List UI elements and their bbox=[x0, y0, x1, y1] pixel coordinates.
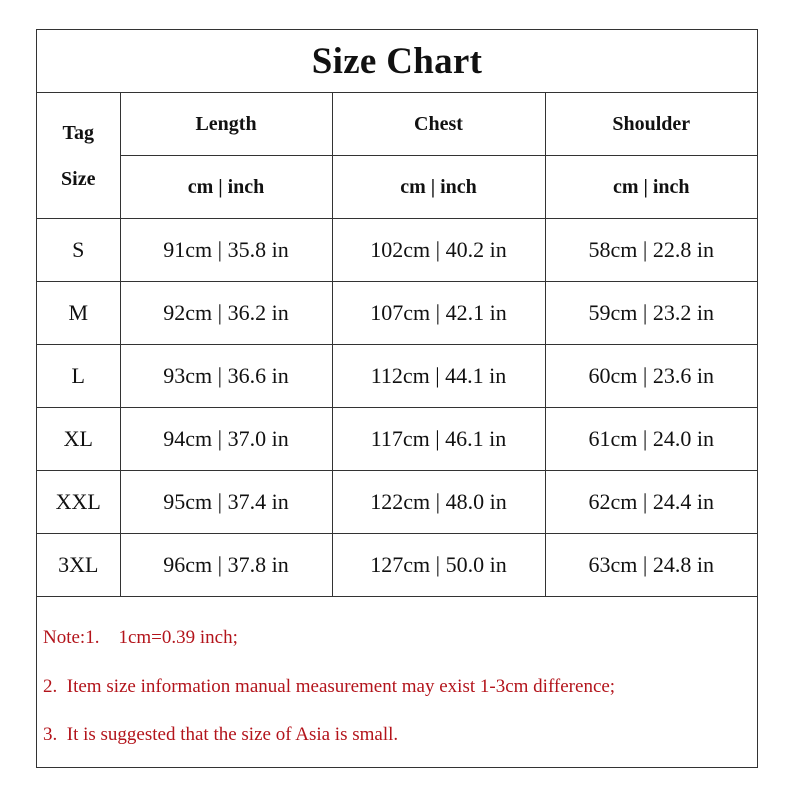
table-row bbox=[37, 408, 757, 471]
length-cell: 96cm | 37.8 in bbox=[120, 534, 332, 597]
table-row bbox=[37, 534, 757, 597]
length-cell: 95cm | 37.4 in bbox=[120, 471, 332, 534]
shoulder-cell: 58cm | 22.8 in bbox=[545, 219, 757, 282]
size-cell: S bbox=[37, 219, 120, 282]
table-row bbox=[37, 345, 757, 408]
tag-label: Tag bbox=[62, 121, 94, 144]
length-header: Length bbox=[120, 93, 332, 156]
size-cell: XXL bbox=[37, 471, 120, 534]
length-unit: cm | inch bbox=[120, 156, 332, 219]
shoulder-cell: 60cm | 23.6 in bbox=[545, 345, 757, 408]
note-2: 2. Item size information manual measurement may exist 1-3cm difference; bbox=[43, 676, 616, 697]
table-row bbox=[37, 219, 757, 282]
shoulder-cell: 59cm | 23.2 in bbox=[545, 282, 757, 345]
size-cell: XL bbox=[37, 408, 120, 471]
shoulder-cell: 61cm | 24.0 in bbox=[545, 408, 757, 471]
length-cell: 94cm | 37.0 in bbox=[120, 408, 332, 471]
length-cell: 92cm | 36.2 in bbox=[120, 282, 332, 345]
tag-size-header bbox=[37, 93, 120, 219]
chest-cell: 122cm | 48.0 in bbox=[332, 471, 545, 534]
size-cell: M bbox=[37, 282, 120, 345]
size-table bbox=[37, 93, 757, 774]
chest-cell: 127cm | 50.0 in bbox=[332, 534, 545, 597]
size-cell: L bbox=[37, 345, 120, 408]
chest-cell: 117cm | 46.1 in bbox=[332, 408, 545, 471]
unit-row bbox=[37, 156, 757, 219]
size-label: Size bbox=[61, 167, 96, 190]
chest-cell: 112cm | 44.1 in bbox=[332, 345, 545, 408]
shoulder-cell: 63cm | 24.8 in bbox=[545, 534, 757, 597]
chest-cell: 107cm | 42.1 in bbox=[332, 282, 545, 345]
note-1: Note:1. 1cm=0.39 inch; bbox=[43, 627, 238, 648]
note-3: 3. It is suggested that the size of Asia is small. bbox=[43, 724, 399, 745]
chest-unit: cm | inch bbox=[332, 156, 545, 219]
notes-cell bbox=[37, 597, 757, 775]
notes-row bbox=[37, 597, 757, 775]
shoulder-header: Shoulder bbox=[545, 93, 757, 156]
table-row bbox=[37, 471, 757, 534]
shoulder-cell: 62cm | 24.4 in bbox=[545, 471, 757, 534]
chest-header: Chest bbox=[332, 93, 545, 156]
chest-cell: 102cm | 40.2 in bbox=[332, 219, 545, 282]
shoulder-unit: cm | inch bbox=[545, 156, 757, 219]
header-row bbox=[37, 93, 757, 156]
chart-title: Size Chart bbox=[37, 30, 757, 93]
length-cell: 91cm | 35.8 in bbox=[120, 219, 332, 282]
size-chart bbox=[36, 29, 758, 768]
table-row bbox=[37, 282, 757, 345]
size-cell: 3XL bbox=[37, 534, 120, 597]
length-cell: 93cm | 36.6 in bbox=[120, 345, 332, 408]
